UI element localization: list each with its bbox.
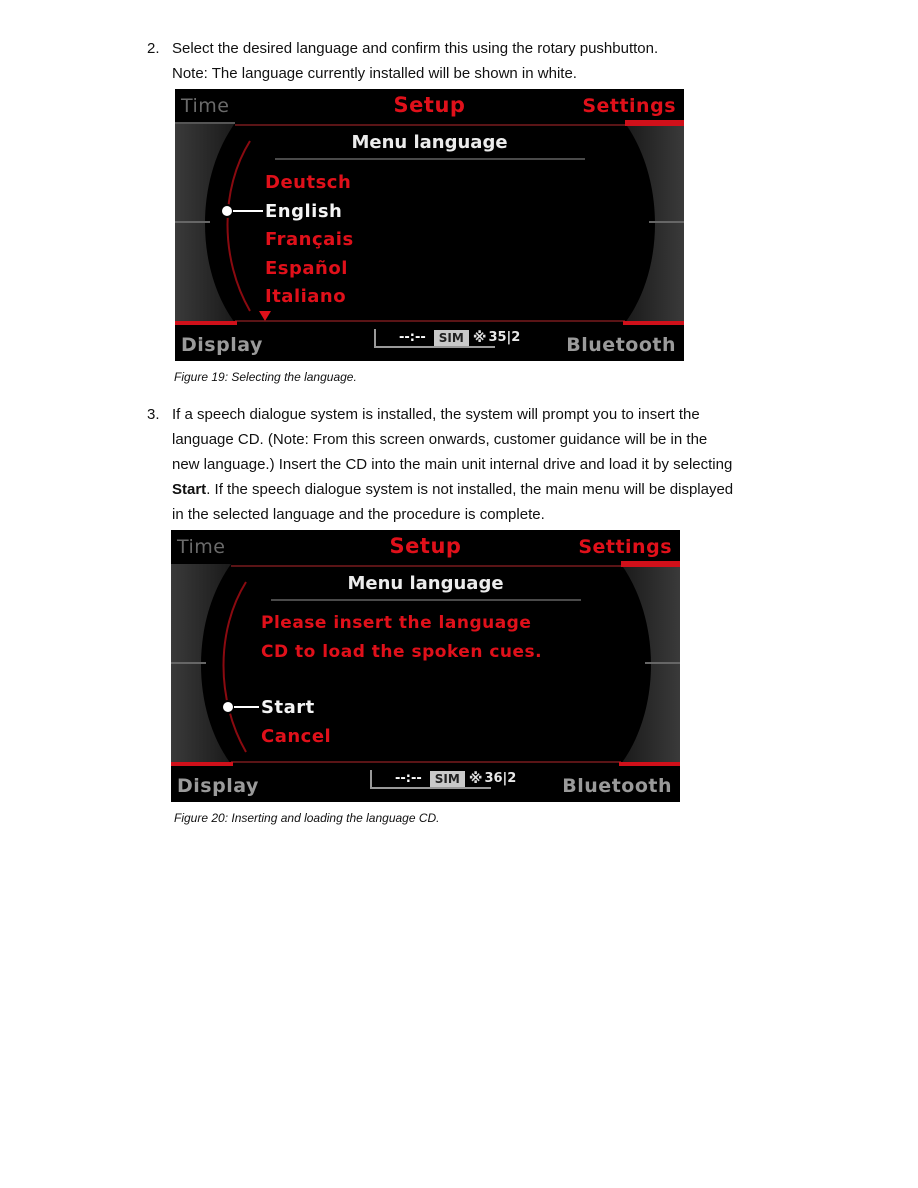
menu-item-english[interactable]: English bbox=[265, 201, 343, 222]
step-number: 3. bbox=[147, 406, 160, 423]
status-bar bbox=[375, 769, 516, 788]
bluetooth-icon: ※ bbox=[468, 770, 483, 787]
softkey-display[interactable]: Display bbox=[181, 334, 263, 356]
step-line-1: If a speech dialogue system is installed, the system will prompt you to insert the bbox=[172, 406, 700, 423]
figure-19-caption: Figure 19: Selecting the language. bbox=[174, 370, 357, 384]
message-line-1: Please insert the language bbox=[261, 613, 532, 633]
step-text: Select the desired language and confirm this using the rotary pushbutton. bbox=[172, 40, 659, 57]
softkey-display[interactable]: Display bbox=[177, 775, 259, 797]
status-bar bbox=[379, 328, 520, 347]
step-number: 2. bbox=[147, 40, 160, 57]
step-line-4: Start. If the speech dialogue system is not installed, the main menu will be displayed bbox=[172, 481, 734, 498]
step-line-5: in the selected language and the procedure is complete. bbox=[172, 506, 545, 523]
sim-badge: SIM bbox=[434, 330, 469, 346]
mmi-screen-insert-cd bbox=[171, 530, 680, 802]
softkey-bluetooth[interactable]: Bluetooth bbox=[562, 775, 672, 797]
start-keyword: Start bbox=[172, 481, 207, 498]
bluetooth-icon: ※ bbox=[472, 329, 487, 346]
softkey-bluetooth[interactable]: Bluetooth bbox=[566, 334, 676, 356]
clock: --:-- bbox=[395, 771, 422, 786]
softkey-settings[interactable]: Settings bbox=[582, 95, 676, 117]
signal-indicator: 35|2 bbox=[488, 330, 521, 345]
screen-title-setup: Setup bbox=[393, 93, 466, 117]
signal-indicator: 36|2 bbox=[484, 771, 517, 786]
step-line-2: language CD. (Note: From this screen onwards, customer guidance will be in the bbox=[172, 431, 708, 448]
softkey-time[interactable]: Time bbox=[181, 95, 230, 117]
step-line-3: new language.) Insert the CD into the main unit internal drive and load it by selecting bbox=[172, 456, 733, 473]
menu-item-espanol[interactable]: Español bbox=[265, 258, 348, 279]
menu-item-cancel[interactable]: Cancel bbox=[261, 726, 332, 747]
menu-item-deutsch[interactable]: Deutsch bbox=[265, 172, 352, 193]
screen-title-setup: Setup bbox=[389, 534, 462, 558]
screen-bezel bbox=[175, 89, 684, 361]
figure-20-caption: Figure 20: Inserting and loading the language CD. bbox=[174, 811, 440, 825]
softkey-time[interactable]: Time bbox=[177, 536, 226, 558]
message-line-2: CD to load the spoken cues. bbox=[261, 642, 543, 662]
menu-item-francais[interactable]: Français bbox=[265, 229, 354, 250]
screen-bezel bbox=[171, 530, 680, 802]
menu-item-italiano[interactable]: Italiano bbox=[265, 286, 347, 307]
mmi-screen-language-select bbox=[175, 89, 684, 361]
sim-badge: SIM bbox=[430, 771, 465, 787]
clock: --:-- bbox=[399, 330, 426, 345]
menu-item-start[interactable]: Start bbox=[261, 697, 315, 718]
softkey-settings[interactable]: Settings bbox=[578, 536, 672, 558]
menu-title: Menu language bbox=[351, 132, 508, 153]
step-note: Note: The language currently installed will be shown in white. bbox=[172, 65, 577, 82]
menu-title: Menu language bbox=[347, 573, 504, 594]
